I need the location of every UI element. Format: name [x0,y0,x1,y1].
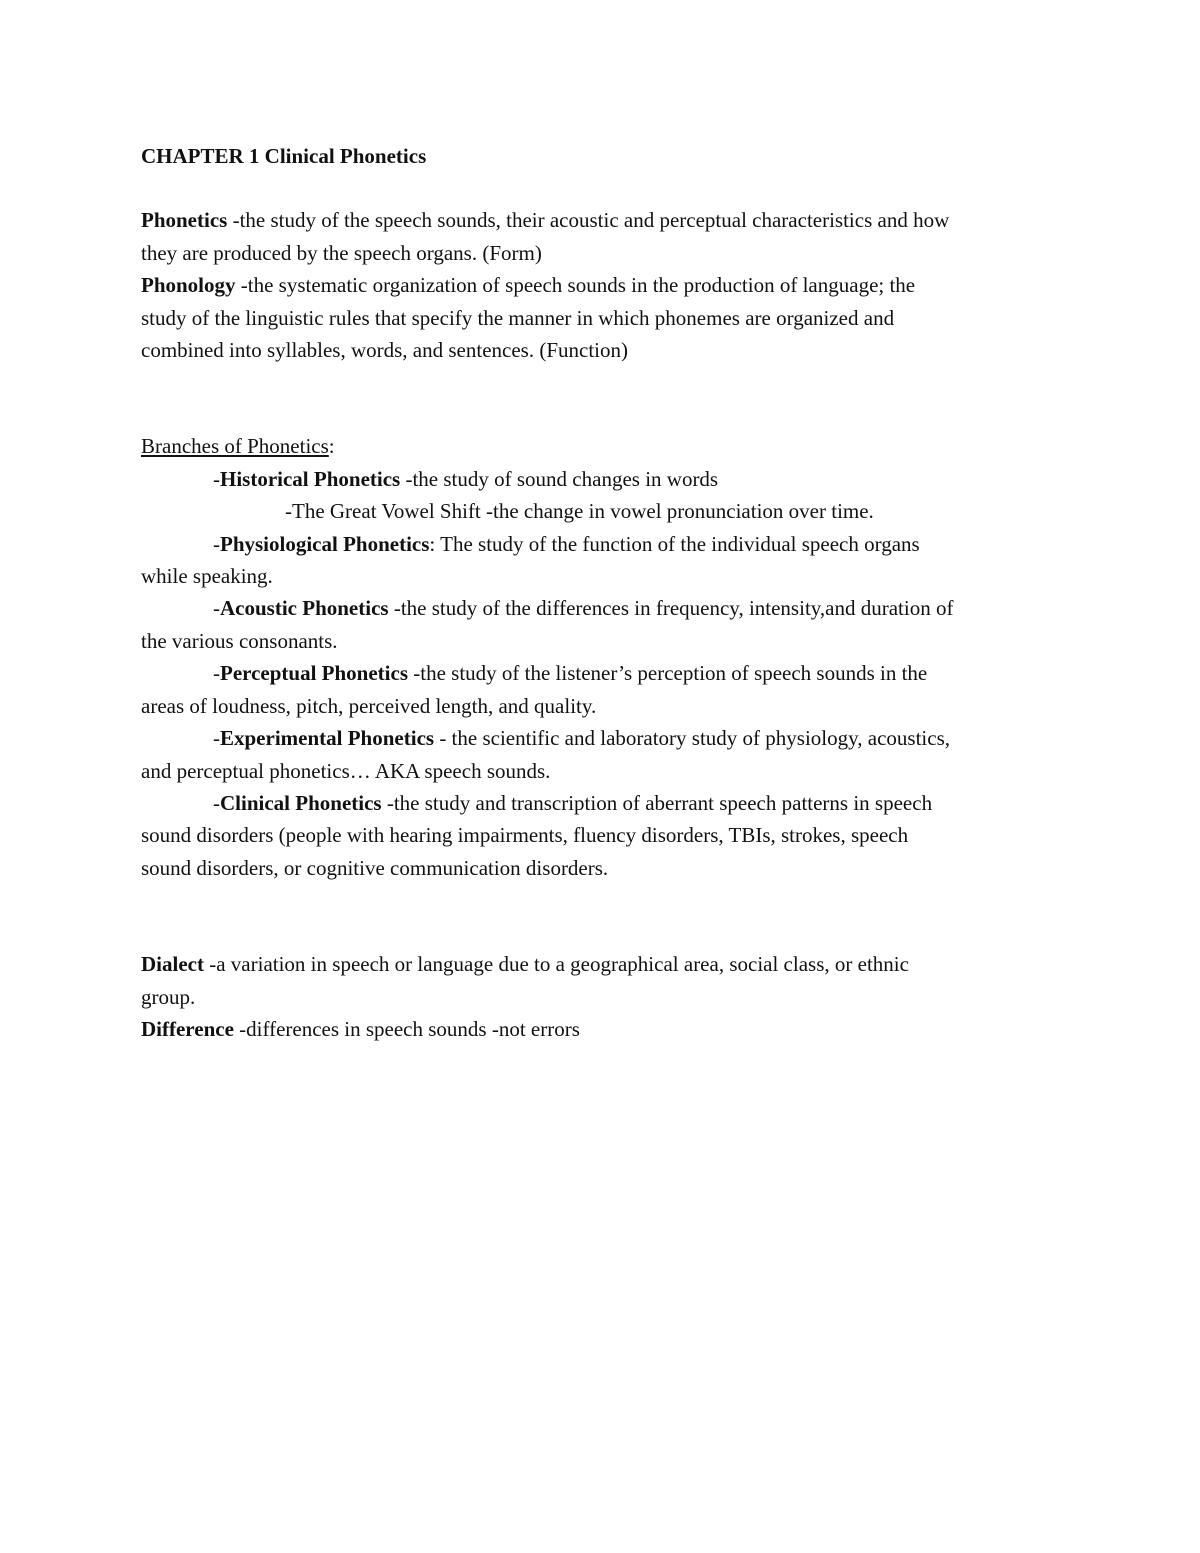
branch-text: -the study of the differences in frequency, intensity,and duration of [388,596,954,621]
branch-perceptual [141,657,1061,689]
term-acoustic: Acoustic Phonetics [220,596,389,621]
term-clinical: Clinical Phonetics [220,790,382,815]
term-physiological: Physiological Phonetics [220,531,430,556]
branch-clinical-cont: sound disorders (people with hearing impairments, fluency disorders, TBIs, strokes, speech [141,823,909,848]
branch-physiological-cont: while speaking. [141,564,273,589]
term-historical: Historical Phonetics [220,466,401,491]
definition-dialect [141,948,1061,980]
bullet-dash: - [213,596,220,621]
definition-dialect-cont: group. [141,984,196,1009]
branch-acoustic [141,592,1061,624]
branch-physiological [141,528,1061,560]
branch-historical-sub: -The Great Vowel Shift -the change in vowel pronunciation over time. [285,499,874,524]
branches-heading-text: Branches of Phonetics [141,434,329,459]
definition-phonology-cont: study of the linguistic rules that specify the manner in which phonemes are organized and [141,305,895,330]
bullet-dash: - [213,790,220,815]
bullet-dash: - [213,726,220,751]
term-experimental: Experimental Phonetics [220,726,435,751]
term-phonology: Phonology [141,273,236,298]
branch-text: -the study of sound changes in words [400,466,719,491]
definition-text: -a variation in speech or language due to a geographical area, social class, or ethnic [203,952,909,977]
definition-phonology [141,269,1061,301]
definition-phonology-cont: combined into syllables, words, and sentences. (Function) [141,338,628,363]
bullet-dash: - [213,531,220,556]
branch-clinical [141,787,1061,819]
branch-perceptual-cont: areas of loudness, pitch, perceived length, and quality. [141,693,597,718]
bullet-dash: - [213,466,220,491]
document-body [141,140,1061,1045]
branch-text: -the study and transcription of aberrant speech patterns in speech [381,790,933,815]
spacer [141,172,1061,204]
branch-experimental-cont: and perceptual phonetics… AKA speech sounds. [141,758,551,783]
branch-text: - the scientific and laboratory study of physiology, acoustics, [434,726,950,751]
branch-acoustic-cont: the various consonants. [141,628,338,653]
definition-phonetics-cont: they are produced by the speech organs. (Form) [141,240,542,265]
branches-heading-colon: : [328,434,335,459]
spacer [141,366,1061,430]
branch-experimental [141,722,1061,754]
definition-text: -the study of the speech sounds, their acoustic and perceptual characteristics and how [227,208,950,233]
spacer [141,884,1061,948]
definition-difference [141,1013,1061,1045]
term-phonetics: Phonetics [141,208,228,233]
branch-clinical-cont: sound disorders, or cognitive communication disorders. [141,855,609,880]
term-perceptual: Perceptual Phonetics [220,661,408,686]
term-difference: Difference [141,1016,234,1041]
bullet-dash: - [213,661,220,686]
term-dialect: Dialect [141,952,204,977]
branch-historical [141,463,1061,495]
definition-text: -the systematic organization of speech sounds in the production of language; the [235,273,916,298]
branch-text: : The study of the function of the individual speech organs [429,531,920,556]
branches-heading [141,430,1061,462]
definition-text: -differences in speech sounds -not errors [233,1016,580,1041]
definition-phonetics [141,204,1061,236]
branch-text: -the study of the listener’s perception of speech sounds in the [408,661,928,686]
chapter-title: CHAPTER 1 Clinical Phonetics [141,144,427,168]
